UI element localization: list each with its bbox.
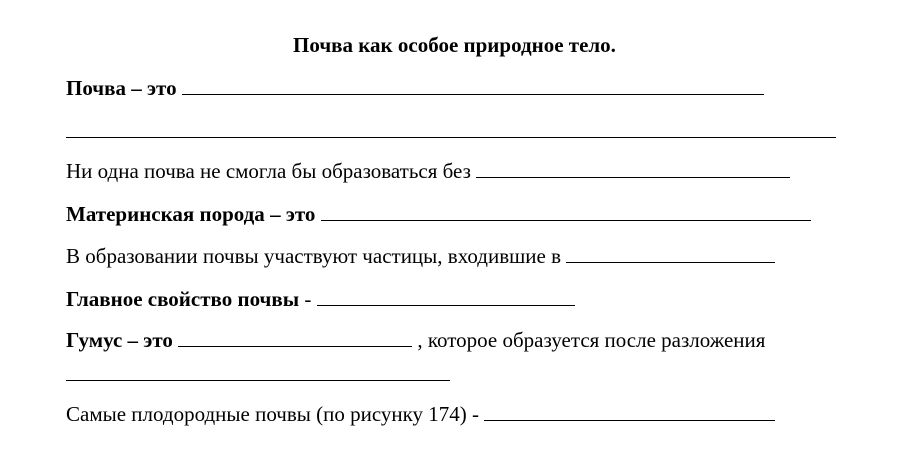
answer-blank-soil-formation[interactable] <box>476 158 790 178</box>
statement-particles <box>66 243 775 268</box>
statement-soil-formation-text: Ни одна почва не смогла бы образоваться без <box>66 159 477 183</box>
term-humus-dash: – это <box>122 328 179 352</box>
statement-fertile-soils-text: Самые плодородные почвы (по рисунку 174) - <box>66 402 485 426</box>
answer-blank-main-property[interactable] <box>317 286 575 306</box>
definition-soil <box>66 75 764 100</box>
statement-particles-text: В образовании почвы участвуют частицы, входившие в <box>66 244 567 268</box>
answer-blank-parent-rock[interactable] <box>321 201 811 221</box>
answer-blank-humus[interactable] <box>178 327 412 347</box>
definition-main-property <box>66 286 575 311</box>
term-parent-rock: Материнская порода <box>66 202 265 226</box>
term-humus: Гумус <box>66 328 123 352</box>
answer-blank-humus-continued[interactable] <box>66 380 450 381</box>
page-title: Почва как особое природное тело. <box>293 33 616 57</box>
definition-humus <box>66 327 765 352</box>
answer-blank-fertile-soils[interactable] <box>484 401 775 421</box>
term-main-property-dash: - <box>299 287 317 311</box>
statement-fertile-soils <box>66 401 775 426</box>
definition-parent-rock <box>66 201 811 226</box>
term-soil-dash: – это <box>125 76 182 100</box>
term-main-property: Главное свойство почвы <box>66 287 300 311</box>
answer-blank-soil[interactable] <box>182 75 764 95</box>
term-parent-rock-dash: – это <box>264 202 321 226</box>
term-soil: Почва <box>66 76 126 100</box>
humus-continuation-text: , которое образуется после разложения <box>412 328 766 352</box>
answer-blank-soil-continued[interactable] <box>66 137 836 138</box>
statement-soil-formation <box>66 158 790 183</box>
answer-blank-particles[interactable] <box>566 243 775 263</box>
